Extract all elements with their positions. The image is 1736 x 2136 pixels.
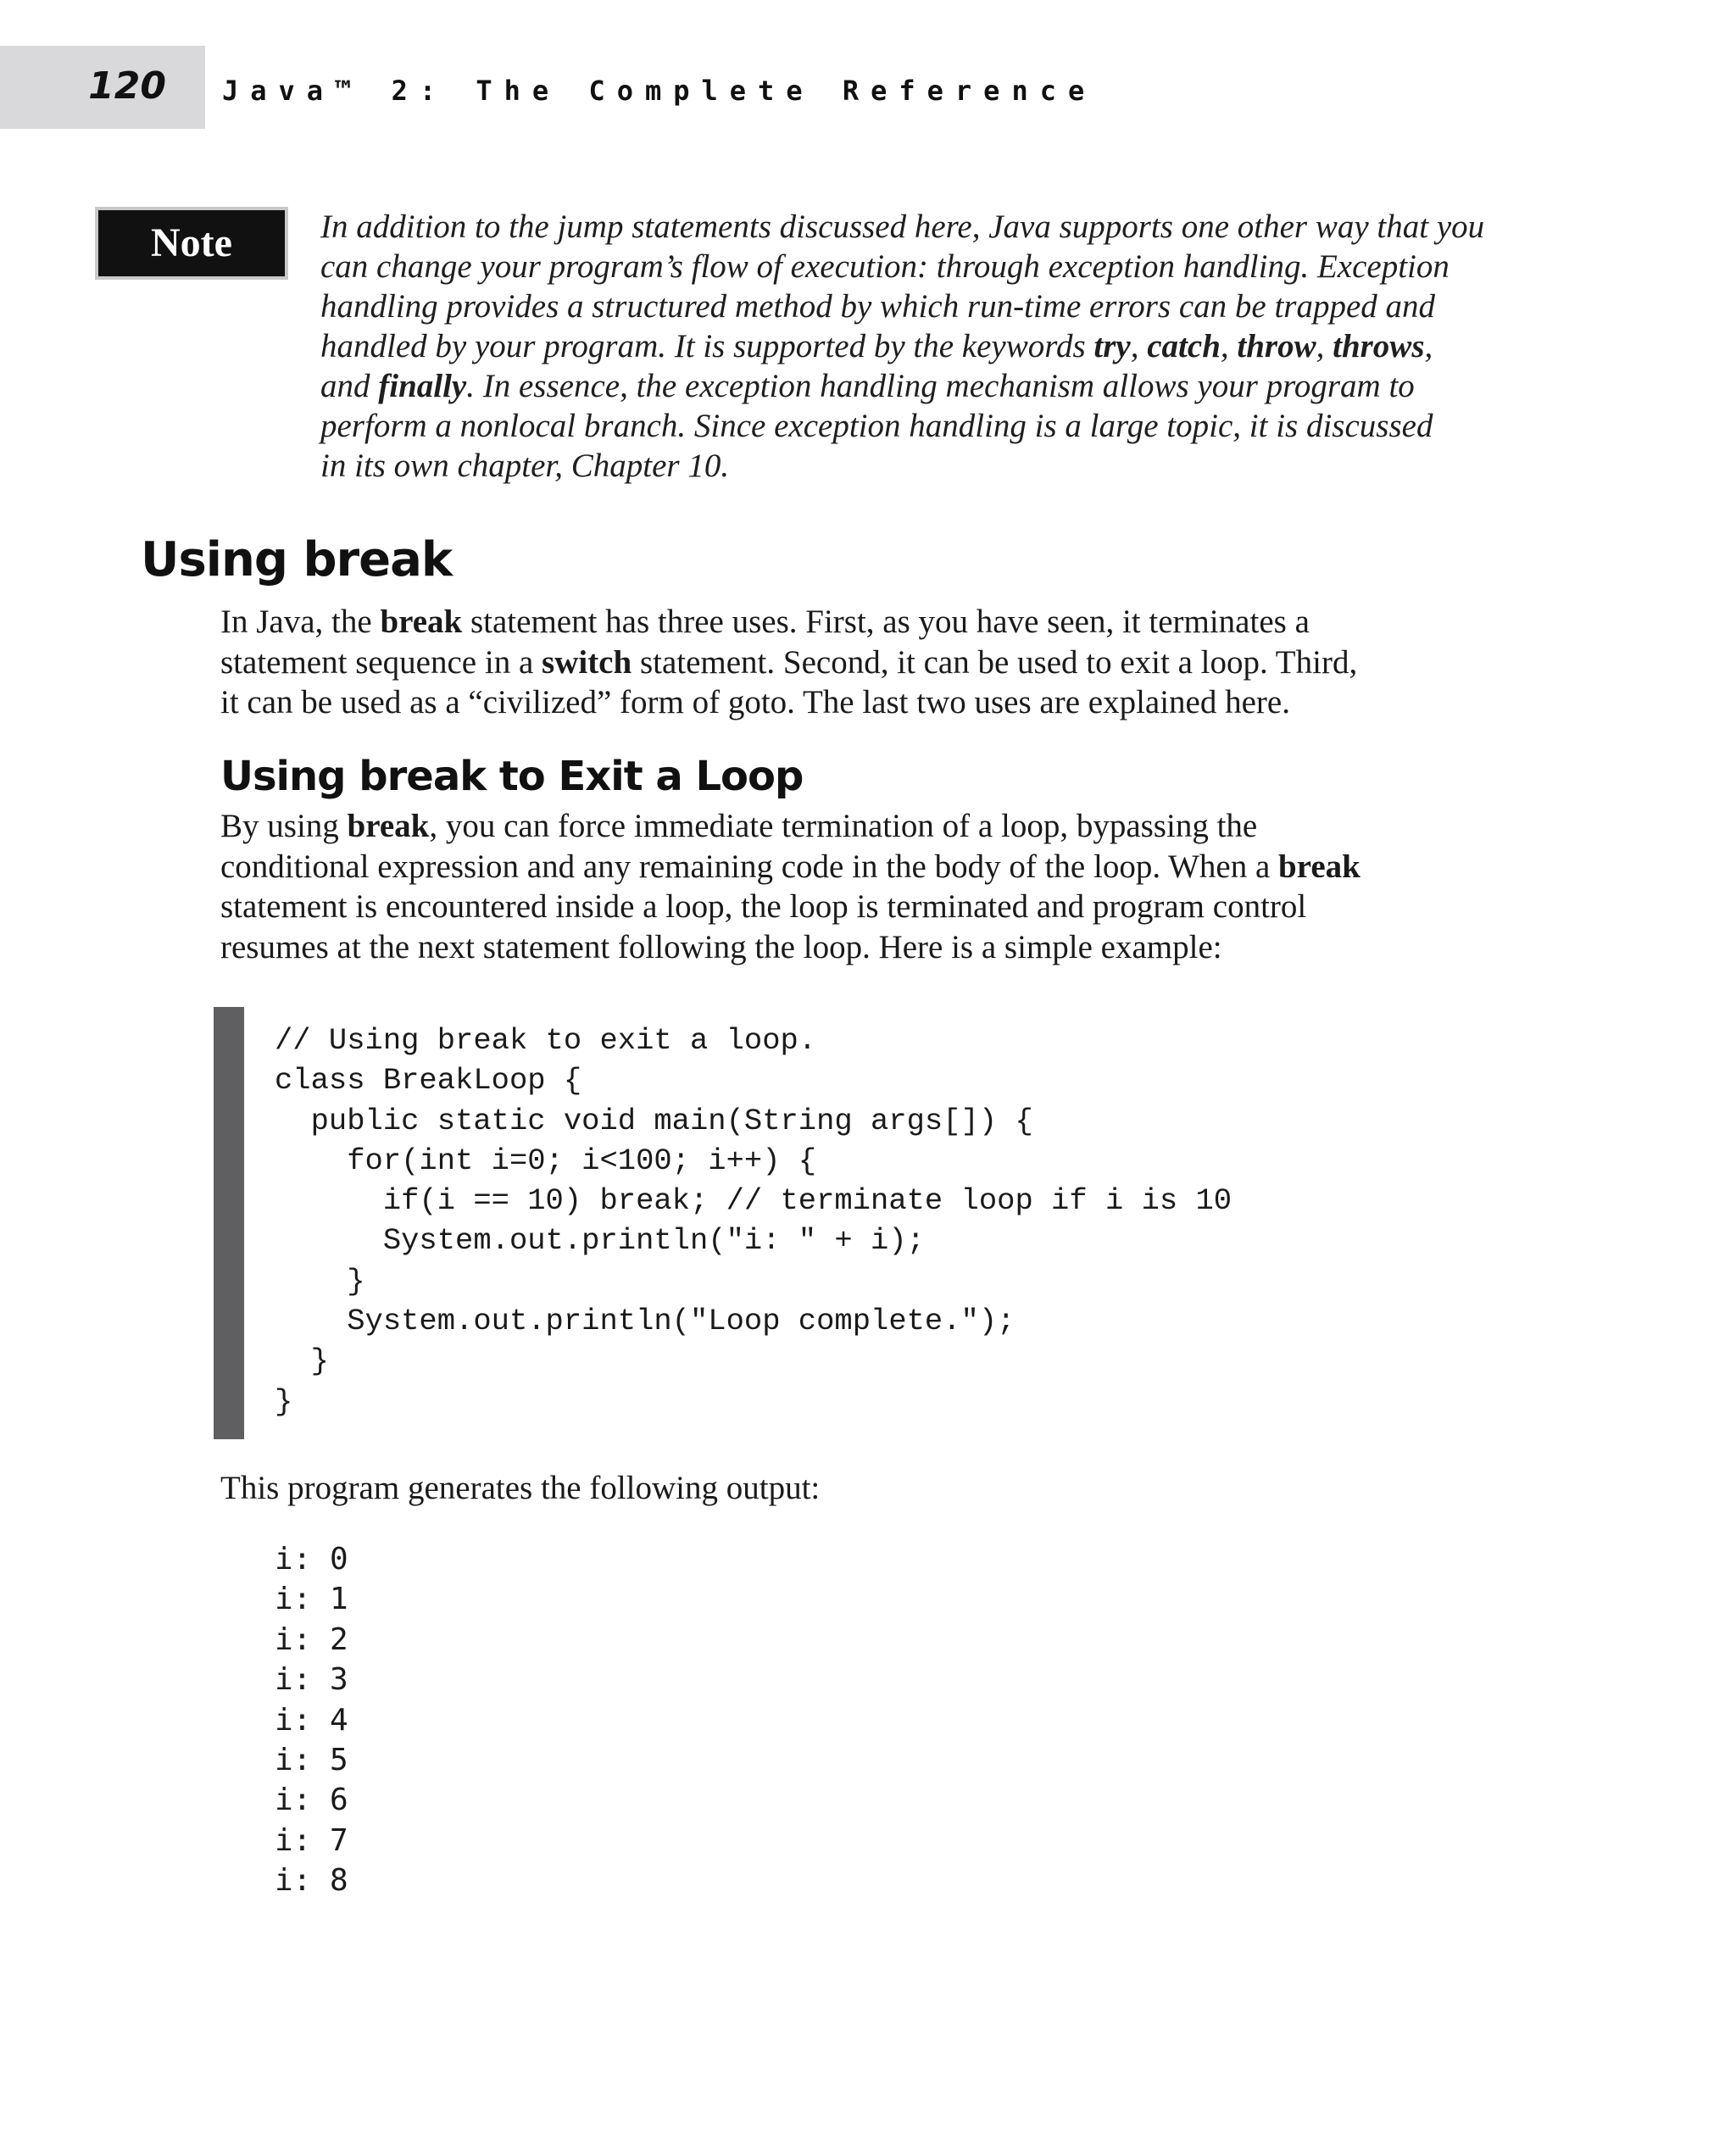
text-run: , bbox=[1316, 328, 1333, 364]
text-line bbox=[220, 847, 1360, 887]
text-line bbox=[220, 887, 1360, 927]
code-line: i: 7 bbox=[275, 1822, 348, 1858]
code-line: System.out.println("Loop complete."); bbox=[275, 1304, 1015, 1339]
code-line: if(i == 10) break; // terminate loop if i is 10 bbox=[275, 1183, 1232, 1219]
text-run: perform a nonlocal branch. Since exception handling is a large topic, it is discussed bbox=[320, 408, 1433, 444]
keyword: try bbox=[1093, 328, 1131, 364]
text-run: statement has three uses. First, as you have seen, it terminates a bbox=[462, 604, 1310, 640]
keyword: throw bbox=[1237, 328, 1316, 364]
code-line: i: 3 bbox=[275, 1662, 348, 1698]
text-run: statement is encountered inside a loop, the loop is terminated and program control bbox=[220, 888, 1307, 925]
text-run: in its own chapter, Chapter 10. bbox=[320, 448, 730, 484]
text-line bbox=[320, 446, 1524, 486]
text-line bbox=[320, 406, 1524, 446]
text-run: conditional expression and any remaining code in the body of the loop. When a bbox=[220, 848, 1279, 885]
text-line bbox=[220, 927, 1360, 968]
code-line: i: 2 bbox=[275, 1621, 348, 1657]
text-line bbox=[320, 366, 1524, 406]
code-line: System.out.println("i: " + i); bbox=[275, 1223, 925, 1259]
code-line: public static void main(String args[]) { bbox=[275, 1103, 1033, 1138]
code-line: // Using break to exit a loop. bbox=[275, 1023, 817, 1058]
text-line bbox=[320, 247, 1524, 286]
text-line bbox=[320, 286, 1524, 326]
page-number: 120 bbox=[88, 64, 166, 108]
code-line: } bbox=[275, 1383, 293, 1419]
text-run: By using bbox=[220, 808, 348, 844]
keyword: break bbox=[347, 808, 430, 844]
text-run: it can be used as a “civilized” form of goto. The last two uses are explained here. bbox=[220, 684, 1290, 720]
text-run: can change your program’s flow of execution: through exception handling. Exception bbox=[320, 248, 1449, 285]
text-run: and bbox=[320, 368, 379, 404]
keyword: switch bbox=[542, 643, 632, 681]
keyword: catch bbox=[1147, 328, 1221, 364]
code-line: for(int i=0; i<100; i++) { bbox=[275, 1143, 817, 1178]
text-run: statement. Second, it can be used to exit a loop. Third, bbox=[632, 643, 1358, 681]
note-text bbox=[320, 207, 1524, 486]
text-line bbox=[220, 806, 1360, 847]
subsection-heading: Using break to Exit a Loop bbox=[220, 753, 804, 800]
text-run: , you can force immediate termination of a loop, bypassing the bbox=[429, 808, 1258, 844]
text-line bbox=[220, 642, 1357, 683]
code-line: i: 5 bbox=[275, 1743, 348, 1778]
code-line: i: 0 bbox=[275, 1542, 348, 1577]
text-run: resumes at the next statement following the loop. Here is a simple example: bbox=[220, 928, 1222, 965]
keyword: break bbox=[380, 604, 463, 640]
page-number-tab bbox=[0, 46, 205, 129]
keyword: finally bbox=[378, 368, 467, 404]
keyword: break bbox=[1278, 848, 1360, 885]
code-line: } bbox=[275, 1263, 365, 1299]
text-run: statement sequence in a bbox=[220, 643, 542, 681]
text-run: , bbox=[1424, 328, 1433, 364]
running-title: Java™ 2: The Complete Reference bbox=[222, 75, 1097, 107]
code-line: i: 1 bbox=[275, 1582, 348, 1617]
text-run: handling provides a structured method by which run-time errors can be trapped and bbox=[320, 288, 1436, 325]
code-listing bbox=[275, 1021, 1232, 1421]
code-line: i: 8 bbox=[275, 1863, 348, 1899]
text-run: In Java, the bbox=[220, 604, 381, 640]
section-heading: Using break bbox=[141, 532, 453, 587]
text-run: handled by your program. It is supported by the keywords bbox=[320, 328, 1094, 364]
keyword: throws bbox=[1333, 328, 1425, 364]
text-line bbox=[320, 207, 1524, 247]
text-run: In addition to the jump statements discussed here, Java supports one other way that you bbox=[320, 209, 1485, 245]
code-line: i: 4 bbox=[275, 1702, 348, 1738]
program-output bbox=[275, 1539, 348, 1901]
output-intro-paragraph: This program generates the following output: bbox=[220, 1470, 821, 1506]
text-run: , bbox=[1220, 328, 1238, 364]
text-line bbox=[320, 326, 1524, 366]
code-listing-bar bbox=[214, 1007, 244, 1439]
note-label: Note bbox=[98, 210, 285, 276]
text-run: . In essence, the exception handling mechanism allows your program to bbox=[466, 368, 1415, 404]
text-line bbox=[220, 602, 1357, 642]
code-line: i: 6 bbox=[275, 1783, 348, 1818]
note-label-box bbox=[95, 207, 288, 280]
text-run: , bbox=[1130, 328, 1148, 364]
text-line bbox=[220, 682, 1357, 723]
section-intro-paragraph bbox=[220, 602, 1357, 723]
code-line: } bbox=[275, 1343, 329, 1379]
code-line: class BreakLoop { bbox=[275, 1063, 582, 1099]
subsection-body-paragraph bbox=[220, 806, 1360, 967]
page-header bbox=[0, 46, 1736, 129]
